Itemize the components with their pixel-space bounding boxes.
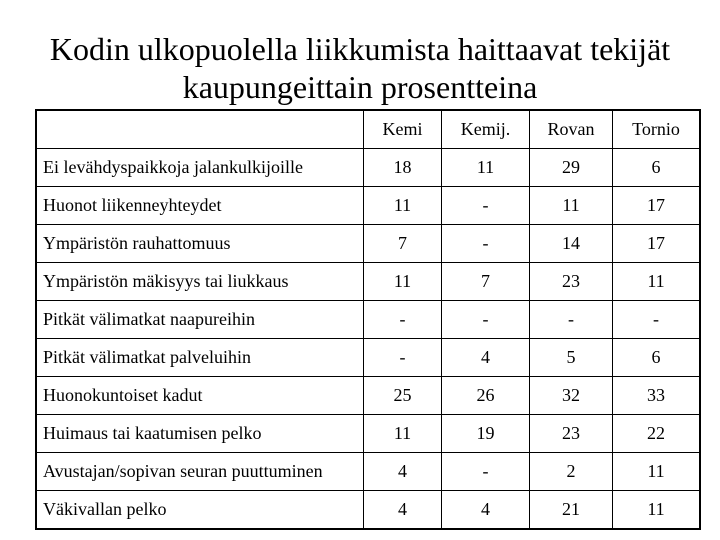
cell-value: 23 xyxy=(530,415,613,453)
table-row xyxy=(37,491,700,529)
cell-value: 14 xyxy=(530,225,613,263)
table-row xyxy=(37,301,700,339)
table-row xyxy=(37,453,700,491)
data-table xyxy=(36,110,700,529)
cell-value: 17 xyxy=(613,225,700,263)
header-cell-tornio: Tornio xyxy=(613,111,700,149)
cell-value: 11 xyxy=(613,453,700,491)
cell-value: - xyxy=(364,339,442,377)
table-row xyxy=(37,149,700,187)
cell-value: 11 xyxy=(613,491,700,529)
row-label: Huonokuntoiset kadut xyxy=(37,377,364,415)
cell-value: 2 xyxy=(530,453,613,491)
row-label: Ei levähdyspaikkoja jalankulkijoille xyxy=(37,149,364,187)
cell-value: - xyxy=(442,187,530,225)
row-label: Pitkät välimatkat naapureihin xyxy=(37,301,364,339)
cell-value: 22 xyxy=(613,415,700,453)
cell-value: - xyxy=(442,225,530,263)
cell-value: 7 xyxy=(442,263,530,301)
cell-value: - xyxy=(442,301,530,339)
table-header-row xyxy=(37,111,700,149)
table-row xyxy=(37,339,700,377)
title-line-1: Kodin ulkopuolella liikkumista haittaavat tekijät xyxy=(49,31,671,67)
cell-value: 4 xyxy=(442,339,530,377)
cell-value: - xyxy=(530,301,613,339)
row-label: Ympäristön mäkisyys tai liukkaus xyxy=(37,263,364,301)
cell-value: 6 xyxy=(613,149,700,187)
cell-value: 29 xyxy=(530,149,613,187)
cell-value: 4 xyxy=(364,453,442,491)
cell-value: 11 xyxy=(364,415,442,453)
cell-value: 26 xyxy=(442,377,530,415)
header-cell-rovan: Rovan xyxy=(530,111,613,149)
title-line-2: kaupungeittain prosentteina xyxy=(182,69,538,105)
cell-value: 23 xyxy=(530,263,613,301)
cell-value: 5 xyxy=(530,339,613,377)
row-label: Huimaus tai kaatumisen pelko xyxy=(37,415,364,453)
header-cell-kemij: Kemij. xyxy=(442,111,530,149)
table-row xyxy=(37,415,700,453)
row-label: Avustajan/sopivan seuran puuttuminen xyxy=(37,453,364,491)
cell-value: 11 xyxy=(364,263,442,301)
cell-value: 11 xyxy=(442,149,530,187)
row-label: Väkivallan pelko xyxy=(37,491,364,529)
cell-value: 18 xyxy=(364,149,442,187)
header-cell-empty xyxy=(37,111,364,149)
cell-value: 4 xyxy=(364,491,442,529)
cell-value: - xyxy=(364,301,442,339)
cell-value: - xyxy=(613,301,700,339)
cell-value: 6 xyxy=(613,339,700,377)
cell-value: 7 xyxy=(364,225,442,263)
row-label: Ympäristön rauhattomuus xyxy=(37,225,364,263)
cell-value: 11 xyxy=(613,263,700,301)
table-row xyxy=(37,187,700,225)
cell-value: 11 xyxy=(530,187,613,225)
header-cell-kemi: Kemi xyxy=(364,111,442,149)
cell-value: 21 xyxy=(530,491,613,529)
cell-value: - xyxy=(442,453,530,491)
cell-value: 25 xyxy=(364,377,442,415)
cell-value: 33 xyxy=(613,377,700,415)
table-row xyxy=(37,263,700,301)
row-label: Pitkät välimatkat palveluihin xyxy=(37,339,364,377)
table-row xyxy=(37,377,700,415)
cell-value: 19 xyxy=(442,415,530,453)
cell-value: 32 xyxy=(530,377,613,415)
row-label: Huonot liikenneyhteydet xyxy=(37,187,364,225)
cell-value: 4 xyxy=(442,491,530,529)
page-title xyxy=(0,30,720,106)
cell-value: 11 xyxy=(364,187,442,225)
table-row xyxy=(37,225,700,263)
cell-value: 17 xyxy=(613,187,700,225)
